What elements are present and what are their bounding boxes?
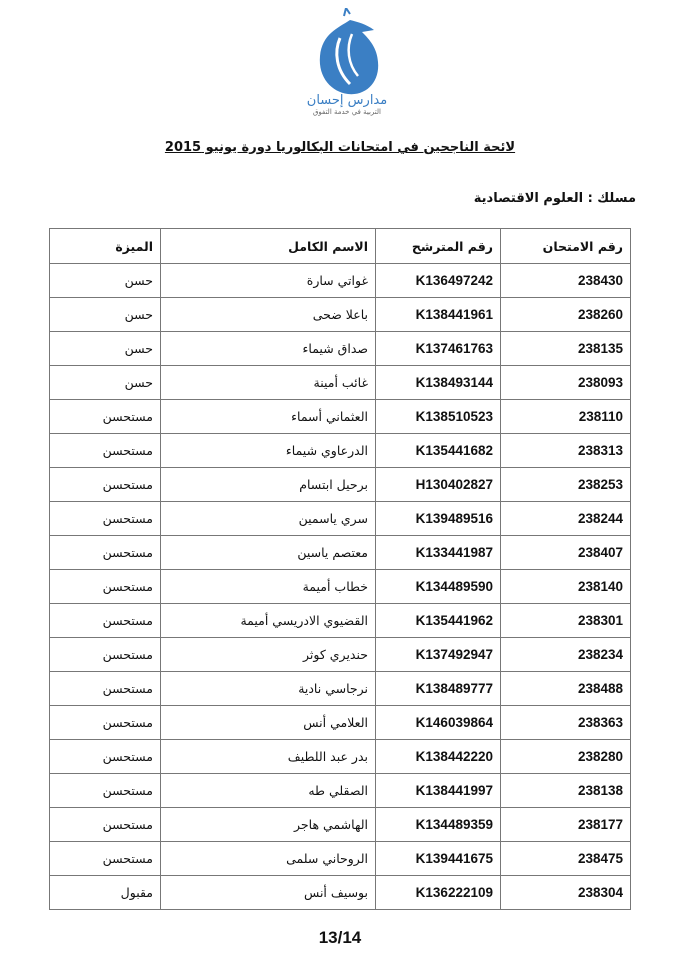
candidate-number-cell: K139441675 [376, 842, 501, 876]
exam-number-cell: 238244 [501, 502, 631, 536]
grade-cell: مستحسن [50, 706, 161, 740]
logo-name: مدارس إحسان [306, 93, 388, 108]
column-header-exam-number: رقم الامتحان [501, 229, 631, 264]
grade-cell: مستحسن [50, 740, 161, 774]
page-number: 13/14 [318, 928, 362, 947]
exam-number-cell: 238138 [501, 774, 631, 808]
candidate-number-cell: K134489359 [376, 808, 501, 842]
full-name-cell: الصقلي طه [161, 774, 376, 808]
candidate-number-cell: K135441962 [376, 604, 501, 638]
candidate-number-cell: H130402827 [376, 468, 501, 502]
logo-tagline: التربية في خدمة التفوق [312, 108, 381, 116]
candidate-number-cell: K137492947 [376, 638, 501, 672]
candidate-number-cell: K138493144 [376, 366, 501, 400]
grade-cell: مستحسن [50, 672, 161, 706]
table-row [50, 536, 631, 570]
candidate-number-cell: K136497242 [376, 264, 501, 298]
full-name-cell: الهاشمي هاجر [161, 808, 376, 842]
grade-cell: مستحسن [50, 842, 161, 876]
table-row [50, 808, 631, 842]
full-name-cell: نرجاسي نادية [161, 672, 376, 706]
candidate-number-cell: K146039864 [376, 706, 501, 740]
exam-number-cell: 238093 [501, 366, 631, 400]
full-name-cell: سري ياسمين [161, 502, 376, 536]
candidate-number-cell: K136222109 [376, 876, 501, 910]
table-row [50, 366, 631, 400]
candidate-number-cell: K137461763 [376, 332, 501, 366]
exam-number-cell: 238301 [501, 604, 631, 638]
track-label: مسلك : [587, 191, 636, 206]
grade-cell: مستحسن [50, 774, 161, 808]
grade-cell: مستحسن [50, 434, 161, 468]
candidate-number-cell: K138442220 [376, 740, 501, 774]
exam-number-cell: 238430 [501, 264, 631, 298]
exam-number-cell: 238234 [501, 638, 631, 672]
exam-number-cell: 238304 [501, 876, 631, 910]
table-row [50, 740, 631, 774]
logo-text [292, 94, 402, 117]
full-name-cell: القضيوي الادريسي أميمة [161, 604, 376, 638]
full-name-cell: بدر عبد اللطيف [161, 740, 376, 774]
grade-cell: مستحسن [50, 502, 161, 536]
exam-number-cell: 238253 [501, 468, 631, 502]
grade-cell: حسن [50, 332, 161, 366]
table-row [50, 672, 631, 706]
results-table [49, 228, 631, 910]
exam-number-cell: 238280 [501, 740, 631, 774]
table-row [50, 604, 631, 638]
grade-cell: حسن [50, 298, 161, 332]
full-name-cell: برحيل ابتسام [161, 468, 376, 502]
table-row [50, 298, 631, 332]
full-name-cell: العثماني أسماء [161, 400, 376, 434]
table-row [50, 468, 631, 502]
grade-cell: حسن [50, 366, 161, 400]
table-row [50, 434, 631, 468]
document-title: لائحة الناجحين في امتحانات البكالوريا دورة يونيو 2015 [164, 140, 516, 155]
table-row [50, 502, 631, 536]
candidate-number-cell: K134489590 [376, 570, 501, 604]
column-header-candidate-number: رقم المترشح [376, 229, 501, 264]
exam-number-cell: 238177 [501, 808, 631, 842]
full-name-cell: بوسيف أنس [161, 876, 376, 910]
full-name-cell: خطاب أميمة [161, 570, 376, 604]
full-name-cell: غواتي سارة [161, 264, 376, 298]
table-row [50, 706, 631, 740]
table-header-row [50, 229, 631, 264]
table-row [50, 876, 631, 910]
grade-cell: مستحسن [50, 604, 161, 638]
grade-cell: مستحسن [50, 808, 161, 842]
exam-number-cell: 238488 [501, 672, 631, 706]
candidate-number-cell: K133441987 [376, 536, 501, 570]
grade-cell: مستحسن [50, 400, 161, 434]
candidate-number-cell: K138489777 [376, 672, 501, 706]
grade-cell: حسن [50, 264, 161, 298]
full-name-cell: معتصم ياسين [161, 536, 376, 570]
table-row [50, 570, 631, 604]
candidate-number-cell: K139489516 [376, 502, 501, 536]
table-row [50, 332, 631, 366]
full-name-cell: حنديري كوثر [161, 638, 376, 672]
track-value: العلوم الاقتصادية [473, 191, 584, 206]
full-name-cell: غائب أمينة [161, 366, 376, 400]
exam-number-cell: 238363 [501, 706, 631, 740]
exam-number-cell: 238140 [501, 570, 631, 604]
candidate-number-cell: K138441961 [376, 298, 501, 332]
table-row [50, 638, 631, 672]
full-name-cell: العلامي أنس [161, 706, 376, 740]
full-name-cell: الروحاني سلمى [161, 842, 376, 876]
candidate-number-cell: K138510523 [376, 400, 501, 434]
table-row [50, 400, 631, 434]
table-row [50, 774, 631, 808]
full-name-cell: باعلا ضحى [161, 298, 376, 332]
grade-cell: مستحسن [50, 468, 161, 502]
column-header-full-name: الاسم الكامل [161, 229, 376, 264]
exam-number-cell: 238407 [501, 536, 631, 570]
grade-cell: مستحسن [50, 536, 161, 570]
column-header-grade: الميزة [50, 229, 161, 264]
table-row [50, 842, 631, 876]
table-row [50, 264, 631, 298]
grade-cell: مستحسن [50, 638, 161, 672]
candidate-number-cell: K135441682 [376, 434, 501, 468]
exam-number-cell: 238260 [501, 298, 631, 332]
exam-number-cell: 238110 [501, 400, 631, 434]
full-name-cell: الدرعاوي شيماء [161, 434, 376, 468]
grade-cell: مستحسن [50, 570, 161, 604]
grade-cell: مقبول [50, 876, 161, 910]
exam-number-cell: 238135 [501, 332, 631, 366]
exam-number-cell: 238313 [501, 434, 631, 468]
exam-number-cell: 238475 [501, 842, 631, 876]
full-name-cell: صداق شيماء [161, 332, 376, 366]
candidate-number-cell: K138441997 [376, 774, 501, 808]
track-heading [474, 191, 636, 206]
